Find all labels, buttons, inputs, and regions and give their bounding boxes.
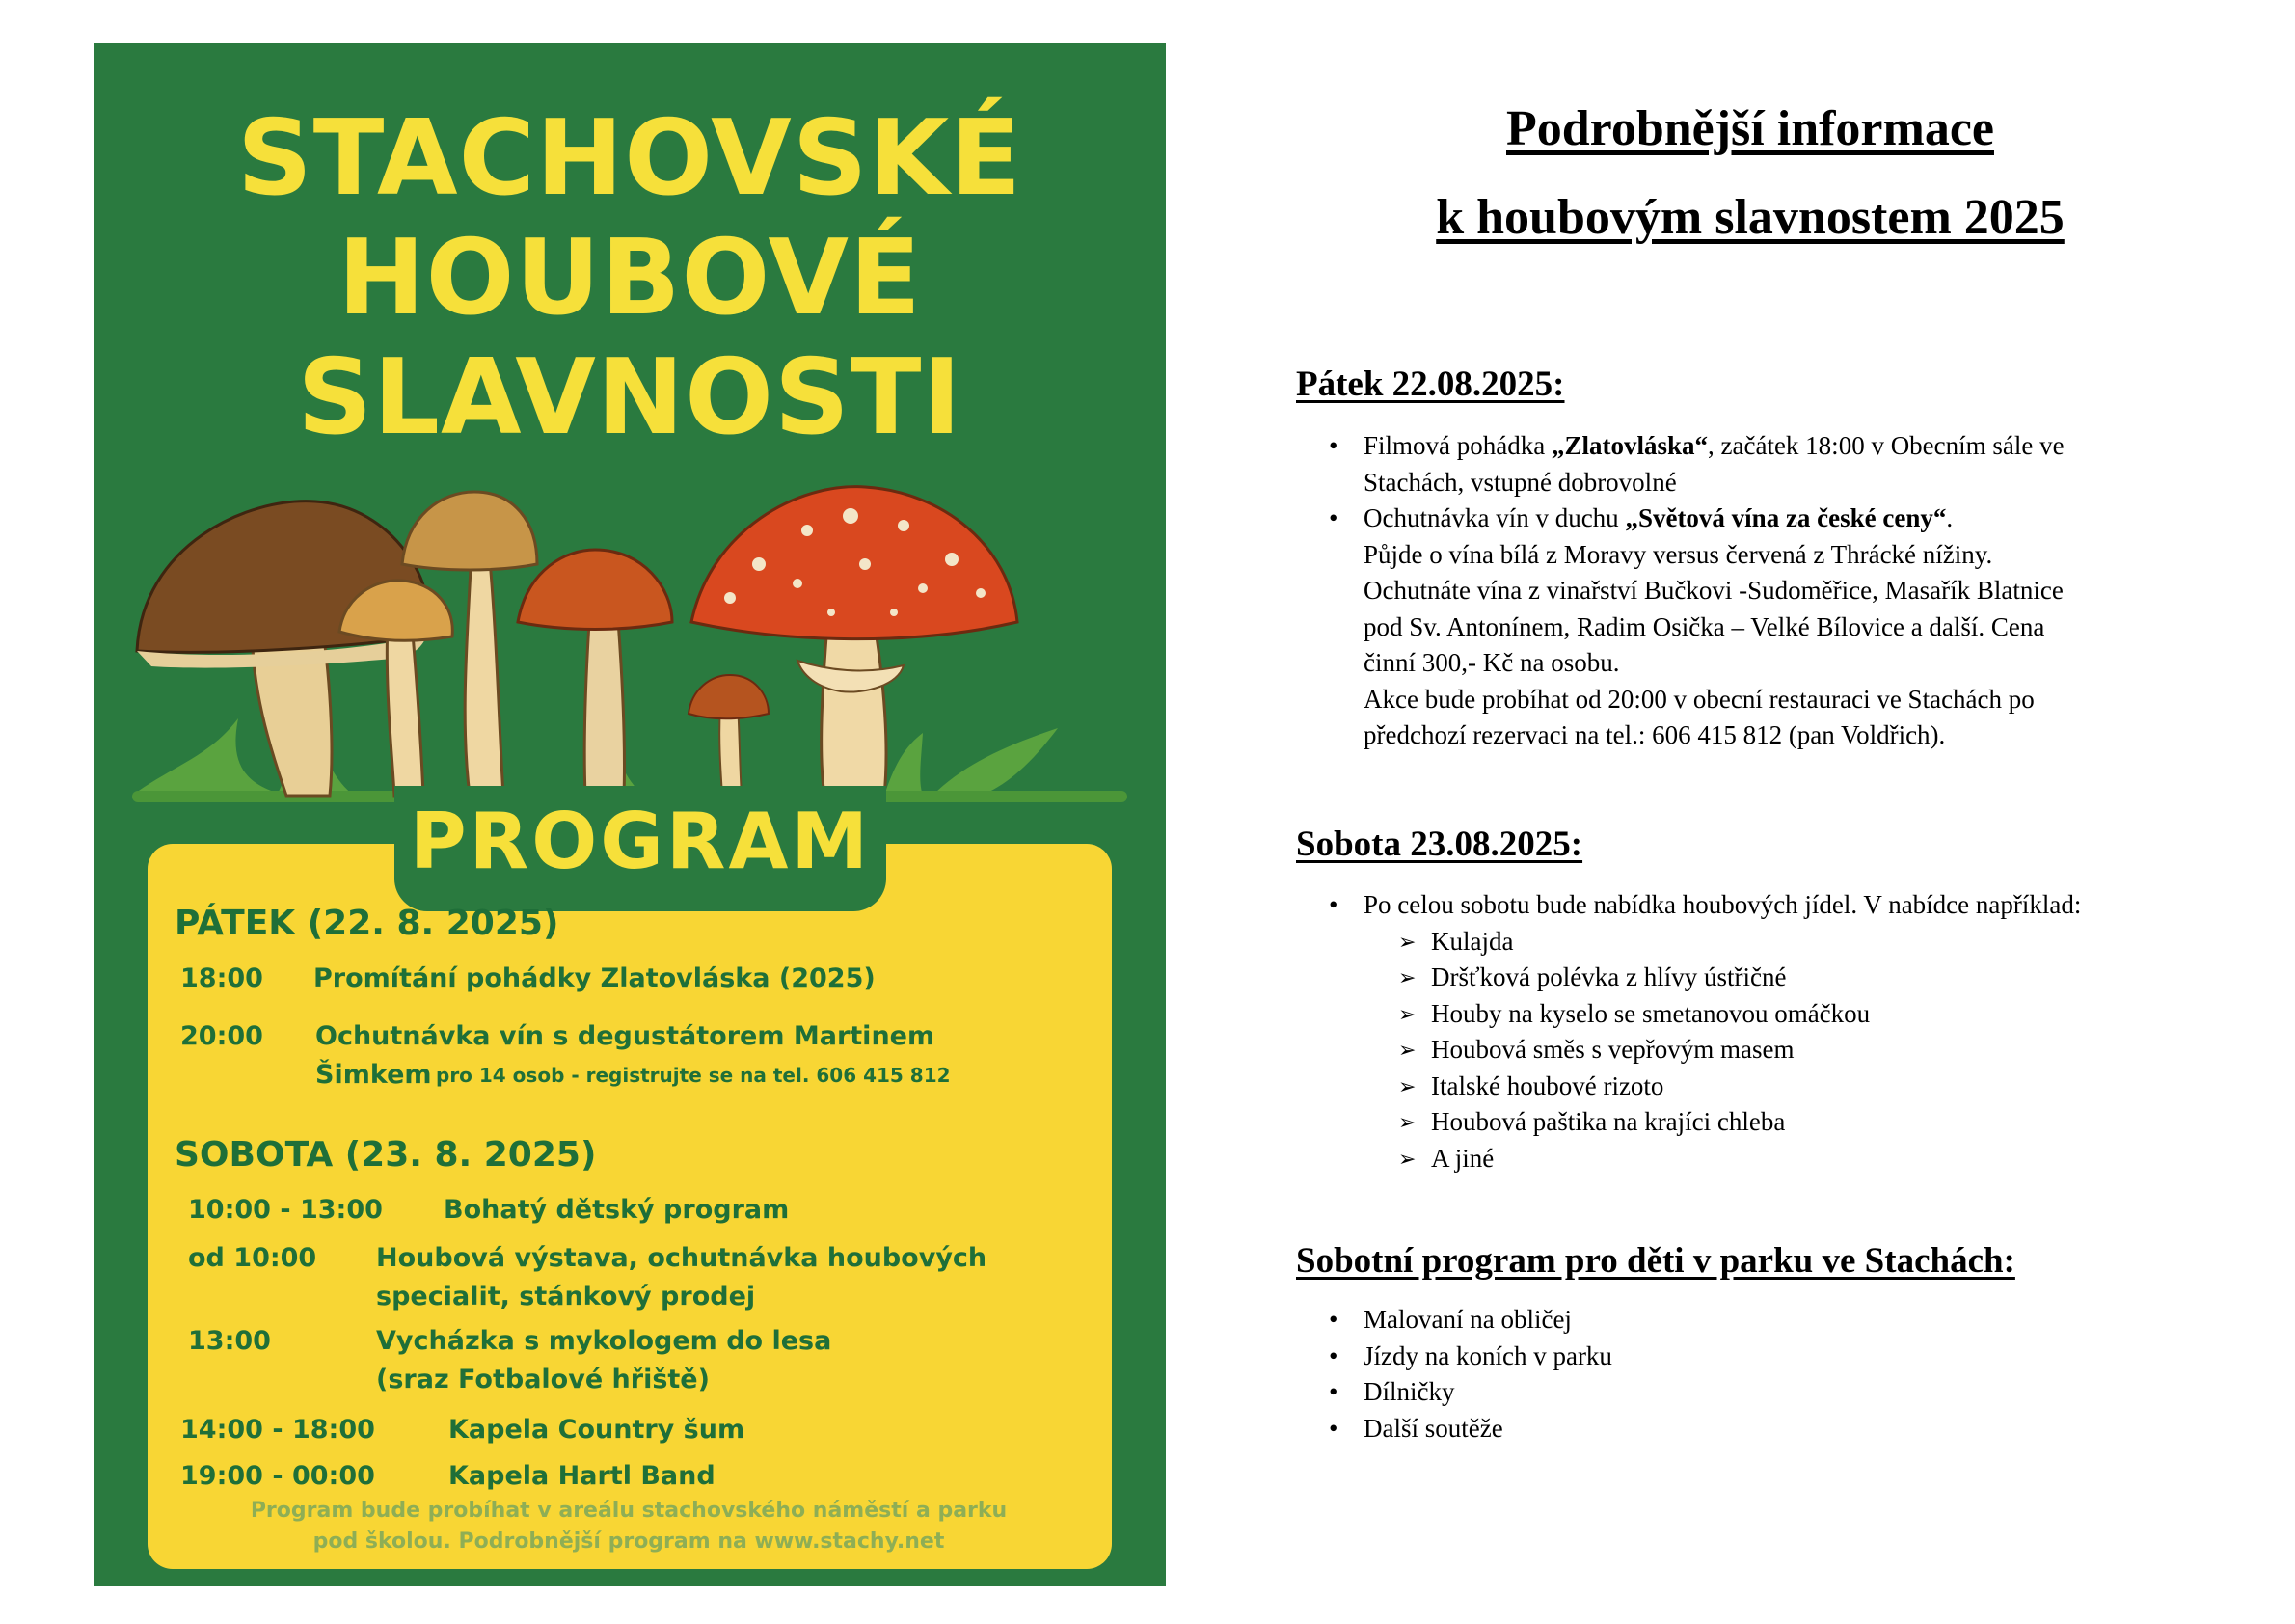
program-label: PROGRAM	[409, 797, 872, 886]
item-bold: „Zlatovláska“	[1551, 431, 1709, 460]
poster-row-time: 13:00	[188, 1326, 271, 1356]
dish-list	[1364, 924, 2081, 1177]
item-text: Stachách, vstupné dobrovolné	[1364, 467, 1677, 497]
poster-footer-line: Program bude probíhat v areálu stachovského náměstí a parku	[250, 1499, 1008, 1523]
poster-row-desc: specialit, stánkový prodej	[376, 1282, 756, 1312]
list-item	[1296, 887, 2081, 1177]
poster-row-time: 20:00	[180, 1021, 263, 1051]
list-item: • Další soutěže	[1296, 1411, 1612, 1448]
poster-row-desc: Houbová výstava, ochutnávka houbových	[376, 1243, 987, 1273]
poster-row-desc: Kapela Country šum	[448, 1415, 745, 1445]
poster-row-time: od 10:00	[188, 1243, 317, 1273]
poster-footer-line: pod školou. Podrobnější program na www.stachy.net	[312, 1529, 945, 1554]
poster-row-time: 14:00 - 18:00	[180, 1415, 375, 1445]
dish-item: ➢ Houbová paštika na krajíci chleba	[1364, 1104, 2081, 1141]
poster-title-line: SLAVNOSTI	[297, 338, 962, 458]
poster-footer	[171, 1496, 1087, 1557]
item-text: .	[1946, 503, 1954, 532]
poster-row-desc: Vycházka s mykologem do lesa	[376, 1326, 832, 1356]
info-title: k houbovým slavnostem 2025	[1436, 190, 2065, 245]
dish-item: ➢ Dršťková polévka z hlívy ústřičné	[1364, 960, 2081, 996]
poster-saturday-heading: SOBOTA (23. 8. 2025)	[175, 1135, 597, 1175]
poster-row-desc: Kapela Hartl Band	[448, 1461, 716, 1491]
list-item	[1296, 501, 2065, 754]
saturday-list	[1296, 887, 2081, 1177]
poster-row-desc: Bohatý dětský program	[444, 1195, 790, 1225]
list-item: • Jízdy na koních v parku	[1296, 1339, 1612, 1375]
poster-title	[94, 99, 1166, 458]
poster-row-desc: Promítání pohádky Zlatovláska (2025)	[313, 963, 876, 993]
item-text: Ochutnávka vín v duchu	[1364, 503, 1626, 532]
item-text: Půjde o vína bílá z Moravy versus červená z Thrácké nížiny.	[1364, 539, 1993, 569]
poster-friday-heading: PÁTEK (22. 8. 2025)	[175, 904, 559, 943]
info-title: Podrobnější informace	[1506, 101, 1994, 156]
poster-row-desc: Ochutnávka vín s degustátorem Martinem	[315, 1021, 935, 1051]
poster-row-time: 19:00 - 00:00	[180, 1461, 375, 1491]
list-item: • Dílničky	[1296, 1374, 1612, 1411]
dish-item: ➢ Houby na kyselo se smetanovou omáčkou	[1364, 996, 2081, 1033]
info-document	[1254, 0, 2247, 1624]
poster-title-line: HOUBOVÉ	[338, 218, 922, 338]
festival-poster	[94, 43, 1166, 1586]
list-item: • Malovaní na obličej	[1296, 1302, 1612, 1339]
item-text: činní 300,- Kč na osobu.	[1364, 648, 1620, 677]
item-bold: „Světová vína za české ceny“	[1625, 503, 1947, 532]
item-text: Po celou sobotu bude nabídka houbových jídel. V nabídce například:	[1364, 890, 2082, 919]
dish-item: ➢ Kulajda	[1364, 924, 2081, 961]
saturday-heading: Sobota 23.08.2025:	[1296, 825, 1583, 864]
item-text: , začátek 18:00 v Obecním sále ve	[1708, 431, 2065, 460]
dish-item: ➢ Houbová směs s vepřovým masem	[1364, 1032, 2081, 1069]
friday-list	[1296, 428, 2065, 754]
item-text: Akce bude probíhat od 20:00 v obecní restauraci ve Stachách po	[1364, 684, 2035, 714]
poster-row-desc: Šimkem	[315, 1060, 432, 1090]
item-text: předchozí rezervaci na tel.: 606 415 812 (pan Voldřich).	[1364, 720, 1946, 749]
kids-list	[1296, 1302, 1612, 1447]
friday-heading: Pátek 22.08.2025:	[1296, 365, 1565, 404]
poster-row-note: pro 14 osob - registrujte se na tel. 606 415 812	[436, 1064, 951, 1087]
poster-row-desc: (sraz Fotbalové hřiště)	[376, 1365, 710, 1394]
poster-title-line: STACHOVSKÉ	[236, 98, 1023, 219]
list-item	[1296, 428, 2065, 501]
kids-heading: Sobotní program pro děti v parku ve Stachách:	[1296, 1241, 2015, 1281]
item-text: Filmová pohádka	[1364, 431, 1552, 460]
poster-row-time: 18:00	[180, 963, 263, 993]
dish-item: ➢ A jiné	[1364, 1141, 2081, 1177]
dish-item: ➢ Italské houbové rizoto	[1364, 1069, 2081, 1105]
item-text: pod Sv. Antonínem, Radim Osička – Velké Bílovice a další. Cena	[1364, 611, 2045, 641]
poster-row-time: 10:00 - 13:00	[188, 1195, 383, 1225]
item-text: Ochutnáte vína z vinařství Bučkovi -Sudoměřice, Masařík Blatnice	[1364, 576, 2064, 605]
